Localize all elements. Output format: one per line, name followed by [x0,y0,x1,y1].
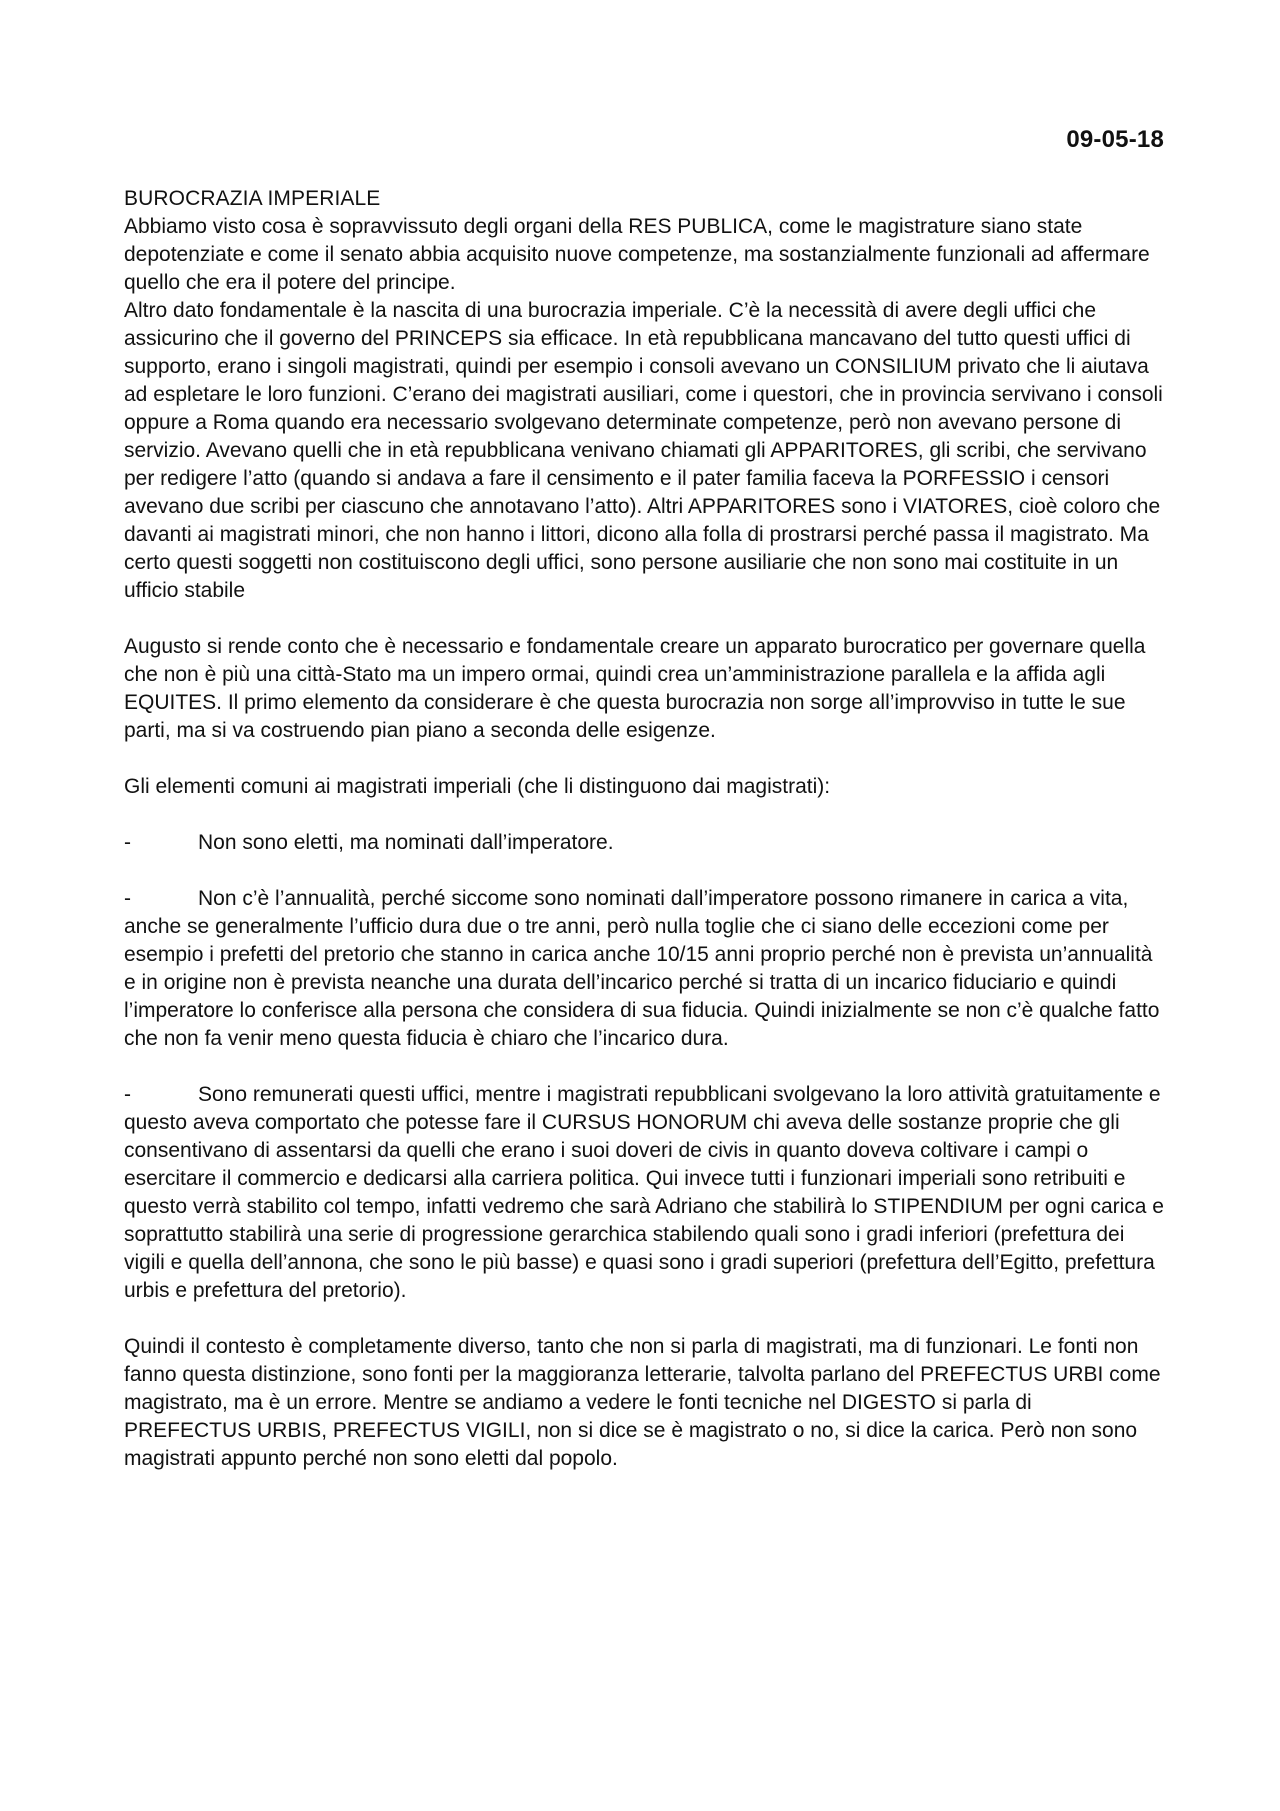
paragraph-conclusion: Quindi il contesto è completamente diverso, tanto che non si parla di magistrati, ma di funzionari. Le fonti non fanno questa distinzione, sono fonti per la maggioranza letterarie, talvolta parlano del PREFECTUS URBI come magistrato, ma è un errore. Mentre se andiamo a vedere le fonti tecniche nel DIGESTO si parla di PREFECTUS URBIS, PREFECTUS VIGILI, non si dice se è magistrato o no, si dice la carica. Però non sono magistrati appunto perché non sono eletti dal popolo. [124,1335,1161,1470]
bullet-marker: - [124,1083,131,1106]
paragraph-gap [124,745,1164,773]
paragraph-gap [124,605,1164,633]
bullet-marker: - [124,831,131,854]
paragraph-gap [124,1053,1164,1081]
paragraph-gap [124,801,1164,829]
paragraph-elements-intro: Gli elementi comuni ai magistrati imperiali (che li distinguono dai magistrati): [124,775,831,798]
bullet-text: Sono remunerati questi uffici, mentre i magistrati repubblicani svolgevano la loro attività gratuitamente e questo aveva comportato che potesse fare il CURSUS HONORUM chi aveva delle sostanze proprie che gli consentivano di assentarsi da quelli che erano i suoi doveri de civis in quanto doveva coltivare i campi o esercitare il commercio e dedicarsi alla carriera politica. Qui invece tutti i funzionari imperiali sono retribuiti e questo verrà stabilito col tempo, infatti vedremo che sarà Adriano che stabilirà lo STIPENDIUM per ogni carica e soprattutto stabilirà una serie di progressione gerarchica stabilendo quali sono i gradi inferiori (prefettura dei vigili e quella dell’annona, che sono le più basse) e quasi sono i gradi superiori (prefettura dell’Egitto, prefettura urbis e prefettura del pretorio). [124,1083,1164,1302]
paragraph-gap [124,857,1164,885]
bullet-item-2 [124,885,1164,1053]
bullet-text: Non c’è l’annualità, perché siccome sono nominati dall’imperatore possono rimanere in carica a vita, anche se generalmente l’ufficio dura due o tre anni, però nulla toglie che ci siano delle eccezioni come per esempio i prefetti del pretorio che stanno in carica anche 10/15 anni proprio perché non è prevista un’annualità e in origine non è prevista neanche una durata dell’incarico perché si tratta di un incarico fiduciario e quindi l’imperatore lo conferisce alla persona che considera di sua fiducia. Quindi inizialmente se non c’è qualche fatto che non fa venir meno questa fiducia è chiaro che l’incarico dura. [124,887,1160,1050]
paragraph-augusto: Augusto si rende conto che è necessario e fondamentale creare un apparato burocratico per governare quella che non è più una città-Stato ma un impero ormai, quindi crea un’amministrazione parallela e la affida agli EQUITES. Il primo elemento da considerare è che questa burocrazia non sorge all’improvviso in tutte le sue parti, ma si va costruendo pian piano a seconda delle esigenze. [124,635,1146,742]
section-title: BUROCRAZIA IMPERIALE [124,187,381,210]
bullet-marker: - [124,887,131,910]
bullet-item-3 [124,1081,1164,1305]
paragraph-intro-1: Abbiamo visto cosa è sopravvissuto degli organi della RES PUBLICA, come le magistrature siano state depotenziate e come il senato abbia acquisito nuove competenze, ma sostanzialmente funzionali ad affermare quello che era il potere del principe. [124,215,1150,294]
paragraph-intro-2: Altro dato fondamentale è la nascita di una burocrazia imperiale. C’è la necessità di avere degli uffici che assicurino che il governo del PRINCEPS sia efficace. In età repubblicana mancavano del tutto questi uffici di supporto, erano i singoli magistrati, quindi per esempio i consoli avevano un CONSILIUM privato che li aiutava ad espletare le loro funzioni. C’erano dei magistrati ausiliari, come i questori, che in provincia servivano i consoli oppure a Roma quando era necessario svolgevano determinate competenze, però non avevano persone di servizio. Avevano quelli che in età repubblicana venivano chiamati gli APPARITORES, gli scribi, che servivano per redigere l’atto (quando si andava a fare il censimento e il pater familia faceva la PORFESSIO i censori avevano due scribi per ciascuno che annotavano l’atto). Altri APPARITORES sono i VIATORES, cioè coloro che davanti ai magistrati minori, che non hanno i littori, dicono alla folla di prostrarsi perché passa il magistrato. Ma certo questi soggetti non costituiscono degli uffici, sono persone ausiliarie che non sono mai costituite in un ufficio stabile [124,299,1163,602]
document-date: 09-05-18 [1066,126,1164,153]
paragraph-gap [124,1305,1164,1333]
bullet-text: Non sono eletti, ma nominati dall’imperatore. [198,831,614,854]
bullet-item-1 [124,829,1164,857]
document-body [124,185,1164,1473]
